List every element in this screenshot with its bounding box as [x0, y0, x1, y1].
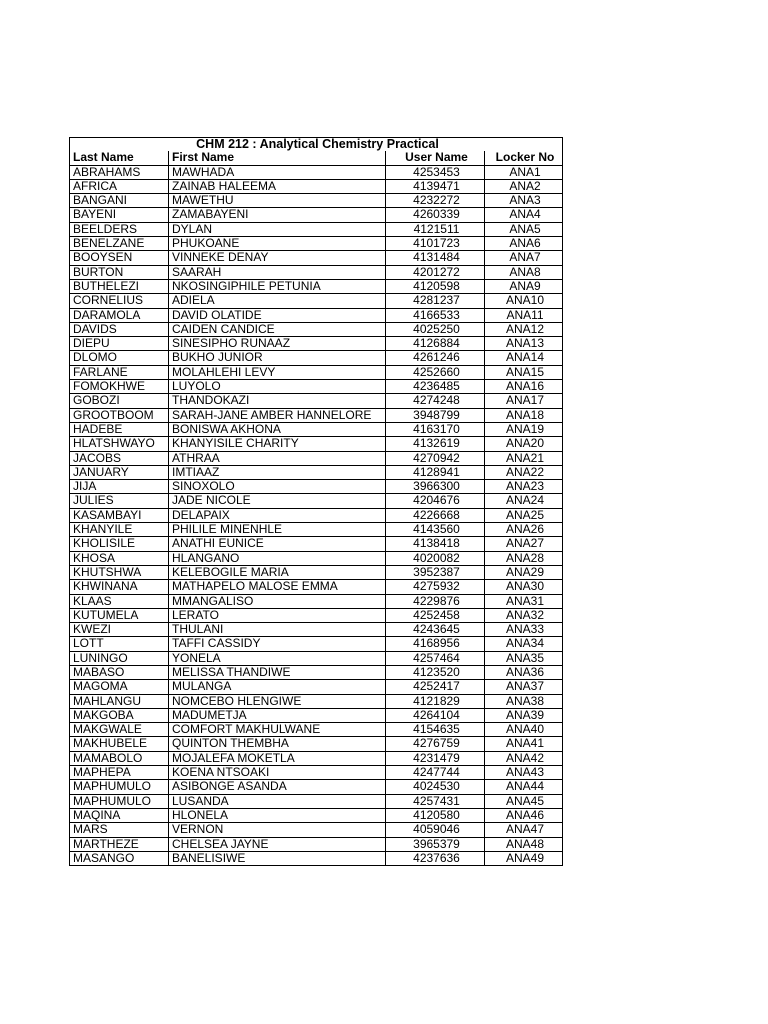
last-name-cell: DAVIDS [70, 322, 169, 336]
first-name-cell: HLANGANO [169, 551, 386, 565]
table-row [70, 780, 563, 794]
table-row [70, 565, 563, 579]
user-name-cell: 4229876 [386, 594, 485, 608]
user-name-cell: 4270942 [386, 451, 485, 465]
user-name-cell: 4168956 [386, 637, 485, 651]
last-name-cell: KHOSA [70, 551, 169, 565]
last-name-cell: KHUTSHWA [70, 565, 169, 579]
first-name-cell: DYLAN [169, 222, 386, 236]
locker-no-cell: ANA29 [485, 565, 563, 579]
first-name-cell: SARAH-JANE AMBER HANNELORE [169, 408, 386, 422]
table-row [70, 465, 563, 479]
user-name-cell: 4201272 [386, 265, 485, 279]
locker-no-cell: ANA10 [485, 294, 563, 308]
table-row [70, 708, 563, 722]
last-name-cell: AFRICA [70, 179, 169, 193]
table-row [70, 380, 563, 394]
last-name-cell: FARLANE [70, 365, 169, 379]
locker-no-cell: ANA4 [485, 208, 563, 222]
user-name-cell: 4260339 [386, 208, 485, 222]
table-row [70, 351, 563, 365]
last-name-cell: MAPHUMULO [70, 780, 169, 794]
last-name-cell: KUTUMELA [70, 608, 169, 622]
column-header-user-name: User Name [386, 151, 485, 165]
locker-no-cell: ANA39 [485, 708, 563, 722]
last-name-cell: BANGANI [70, 194, 169, 208]
table-row [70, 279, 563, 293]
table-row [70, 608, 563, 622]
table-row [70, 294, 563, 308]
table-row [70, 165, 563, 179]
locker-no-cell: ANA13 [485, 337, 563, 351]
table-row [70, 408, 563, 422]
table-row [70, 251, 563, 265]
locker-no-cell: ANA33 [485, 623, 563, 637]
locker-no-cell: ANA27 [485, 537, 563, 551]
last-name-cell: DIEPU [70, 337, 169, 351]
table-row [70, 751, 563, 765]
table-row [70, 651, 563, 665]
first-name-cell: MMANGALISO [169, 594, 386, 608]
user-name-cell: 4020082 [386, 551, 485, 565]
first-name-cell: KOENA NTSOAKI [169, 766, 386, 780]
table-row [70, 337, 563, 351]
last-name-cell: MAKGWALE [70, 723, 169, 737]
table-row [70, 723, 563, 737]
first-name-cell: TAFFI CASSIDY [169, 637, 386, 651]
last-name-cell: MARTHEZE [70, 837, 169, 851]
user-name-cell: 4253453 [386, 165, 485, 179]
table-row [70, 480, 563, 494]
first-name-cell: MADUMETJA [169, 708, 386, 722]
user-name-cell: 4123520 [386, 665, 485, 679]
first-name-cell: CAIDEN CANDICE [169, 322, 386, 336]
user-name-cell: 4143560 [386, 523, 485, 537]
last-name-cell: MAHLANGU [70, 694, 169, 708]
table-row [70, 594, 563, 608]
locker-no-cell: ANA22 [485, 465, 563, 479]
user-name-cell: 4024530 [386, 780, 485, 794]
user-name-cell: 3966300 [386, 480, 485, 494]
table-row [70, 422, 563, 436]
first-name-cell: ANATHI EUNICE [169, 537, 386, 551]
first-name-cell: ZAINAB HALEEMA [169, 179, 386, 193]
first-name-cell: IMTIAAZ [169, 465, 386, 479]
last-name-cell: MABASO [70, 665, 169, 679]
locker-no-cell: ANA17 [485, 394, 563, 408]
table-row [70, 437, 563, 451]
last-name-cell: MAPHUMULO [70, 794, 169, 808]
last-name-cell: LOTT [70, 637, 169, 651]
first-name-cell: MAWETHU [169, 194, 386, 208]
user-name-cell: 3948799 [386, 408, 485, 422]
first-name-cell: LUYOLO [169, 380, 386, 394]
last-name-cell: BENELZANE [70, 237, 169, 251]
locker-no-cell: ANA40 [485, 723, 563, 737]
class-list-table [69, 137, 563, 866]
table-row [70, 265, 563, 279]
locker-no-cell: ANA37 [485, 680, 563, 694]
locker-no-cell: ANA46 [485, 808, 563, 822]
first-name-cell: SINOXOLO [169, 480, 386, 494]
last-name-cell: CORNELIUS [70, 294, 169, 308]
table-row [70, 365, 563, 379]
first-name-cell: ADIELA [169, 294, 386, 308]
first-name-cell: BONISWA AKHONA [169, 422, 386, 436]
locker-no-cell: ANA9 [485, 279, 563, 293]
table-row [70, 794, 563, 808]
user-name-cell: 4237636 [386, 851, 485, 865]
table-row [70, 665, 563, 679]
last-name-cell: KHANYILE [70, 523, 169, 537]
table-row [70, 694, 563, 708]
locker-no-cell: ANA35 [485, 651, 563, 665]
last-name-cell: HADEBE [70, 422, 169, 436]
last-name-cell: JANUARY [70, 465, 169, 479]
user-name-cell: 4252660 [386, 365, 485, 379]
first-name-cell: MOLAHLEHI LEVY [169, 365, 386, 379]
last-name-cell: KHWINANA [70, 580, 169, 594]
locker-no-cell: ANA5 [485, 222, 563, 236]
last-name-cell: MAQINA [70, 808, 169, 822]
user-name-cell: 4163170 [386, 422, 485, 436]
first-name-cell: COMFORT MAKHULWANE [169, 723, 386, 737]
locker-no-cell: ANA28 [485, 551, 563, 565]
table-row [70, 808, 563, 822]
user-name-cell: 4243645 [386, 623, 485, 637]
user-name-cell: 4231479 [386, 751, 485, 765]
first-name-cell: ATHRAA [169, 451, 386, 465]
table-row [70, 394, 563, 408]
table-row [70, 237, 563, 251]
first-name-cell: BUKHO JUNIOR [169, 351, 386, 365]
locker-no-cell: ANA24 [485, 494, 563, 508]
first-name-cell: MULANGA [169, 680, 386, 694]
locker-no-cell: ANA31 [485, 594, 563, 608]
first-name-cell: KELEBOGILE MARIA [169, 565, 386, 579]
last-name-cell: MAMABOLO [70, 751, 169, 765]
first-name-cell: KHANYISILE CHARITY [169, 437, 386, 451]
last-name-cell: BOOYSEN [70, 251, 169, 265]
first-name-cell: MELISSA THANDIWE [169, 665, 386, 679]
sheet-title: CHM 212 : Analytical Chemistry Practical [70, 138, 563, 152]
table-row [70, 322, 563, 336]
column-header-first-name: First Name [169, 151, 386, 165]
user-name-cell: 4236485 [386, 380, 485, 394]
locker-no-cell: ANA34 [485, 637, 563, 651]
first-name-cell: NOMCEBO HLENGIWE [169, 694, 386, 708]
last-name-cell: JIJA [70, 480, 169, 494]
locker-no-cell: ANA12 [485, 322, 563, 336]
table-row [70, 537, 563, 551]
user-name-cell: 4252458 [386, 608, 485, 622]
table-row [70, 222, 563, 236]
locker-no-cell: ANA45 [485, 794, 563, 808]
user-name-cell: 4101723 [386, 237, 485, 251]
last-name-cell: KLAAS [70, 594, 169, 608]
user-name-cell: 4281237 [386, 294, 485, 308]
first-name-cell: SAARAH [169, 265, 386, 279]
locker-no-cell: ANA15 [485, 365, 563, 379]
last-name-cell: MASANGO [70, 851, 169, 865]
locker-no-cell: ANA43 [485, 766, 563, 780]
first-name-cell: MATHAPELO MALOSE EMMA [169, 580, 386, 594]
first-name-cell: LUSANDA [169, 794, 386, 808]
user-name-cell: 4274248 [386, 394, 485, 408]
user-name-cell: 4139471 [386, 179, 485, 193]
locker-no-cell: ANA26 [485, 523, 563, 537]
first-name-cell: DELAPAIX [169, 508, 386, 522]
user-name-cell: 4131484 [386, 251, 485, 265]
first-name-cell: PHUKOANE [169, 237, 386, 251]
locker-no-cell: ANA1 [485, 165, 563, 179]
table-row [70, 208, 563, 222]
first-name-cell: CHELSEA JAYNE [169, 837, 386, 851]
last-name-cell: BEELDERS [70, 222, 169, 236]
last-name-cell: BAYENI [70, 208, 169, 222]
last-name-cell: JACOBS [70, 451, 169, 465]
user-name-cell: 4120598 [386, 279, 485, 293]
table-row [70, 766, 563, 780]
locker-no-cell: ANA21 [485, 451, 563, 465]
locker-no-cell: ANA14 [485, 351, 563, 365]
first-name-cell: DAVID OLATIDE [169, 308, 386, 322]
last-name-cell: DARAMOLA [70, 308, 169, 322]
table-row [70, 637, 563, 651]
user-name-cell: 4126884 [386, 337, 485, 351]
first-name-cell: ZAMABAYENI [169, 208, 386, 222]
last-name-cell: DLOMO [70, 351, 169, 365]
table-row [70, 494, 563, 508]
user-name-cell: 4204676 [386, 494, 485, 508]
last-name-cell: MAPHEPA [70, 766, 169, 780]
column-header-locker-no: Locker No [485, 151, 563, 165]
user-name-cell: 4261246 [386, 351, 485, 365]
last-name-cell: MAKHUBELE [70, 737, 169, 751]
user-name-cell: 4138418 [386, 537, 485, 551]
locker-no-cell: ANA20 [485, 437, 563, 451]
user-name-cell: 4264104 [386, 708, 485, 722]
locker-no-cell: ANA8 [485, 265, 563, 279]
first-name-cell: THANDOKAZI [169, 394, 386, 408]
table-row [70, 737, 563, 751]
first-name-cell: HLONELA [169, 808, 386, 822]
user-name-cell: 4257464 [386, 651, 485, 665]
last-name-cell: KHOLISILE [70, 537, 169, 551]
locker-no-cell: ANA6 [485, 237, 563, 251]
user-name-cell: 4166533 [386, 308, 485, 322]
header-row [70, 151, 563, 165]
locker-no-cell: ANA23 [485, 480, 563, 494]
last-name-cell: MARS [70, 823, 169, 837]
user-name-cell: 4275932 [386, 580, 485, 594]
user-name-cell: 4128941 [386, 465, 485, 479]
locker-no-cell: ANA7 [485, 251, 563, 265]
table-row [70, 308, 563, 322]
locker-no-cell: ANA11 [485, 308, 563, 322]
table-row [70, 551, 563, 565]
user-name-cell: 4257431 [386, 794, 485, 808]
locker-no-cell: ANA18 [485, 408, 563, 422]
first-name-cell: PHILILE MINENHLE [169, 523, 386, 537]
table-row [70, 623, 563, 637]
locker-no-cell: ANA16 [485, 380, 563, 394]
user-name-cell: 4132619 [386, 437, 485, 451]
first-name-cell: MOJALEFA MOKETLA [169, 751, 386, 765]
table-row [70, 823, 563, 837]
last-name-cell: KASAMBAYI [70, 508, 169, 522]
locker-no-cell: ANA49 [485, 851, 563, 865]
last-name-cell: FOMOKHWE [70, 380, 169, 394]
table-row [70, 580, 563, 594]
last-name-cell: MAGOMA [70, 680, 169, 694]
first-name-cell: MAWHADA [169, 165, 386, 179]
table-row [70, 194, 563, 208]
first-name-cell: YONELA [169, 651, 386, 665]
last-name-cell: JULIES [70, 494, 169, 508]
last-name-cell: GOBOZI [70, 394, 169, 408]
first-name-cell: VERNON [169, 823, 386, 837]
table-row [70, 508, 563, 522]
last-name-cell: GROOTBOOM [70, 408, 169, 422]
locker-no-cell: ANA19 [485, 422, 563, 436]
table-row [70, 523, 563, 537]
last-name-cell: BUTHELEZI [70, 279, 169, 293]
last-name-cell: ABRAHAMS [70, 165, 169, 179]
last-name-cell: HLATSHWAYO [70, 437, 169, 451]
locker-no-cell: ANA36 [485, 665, 563, 679]
user-name-cell: 4232272 [386, 194, 485, 208]
table-row [70, 851, 563, 865]
user-name-cell: 4120580 [386, 808, 485, 822]
user-name-cell: 3952387 [386, 565, 485, 579]
table-row [70, 837, 563, 851]
locker-no-cell: ANA3 [485, 194, 563, 208]
first-name-cell: QUINTON THEMBHA [169, 737, 386, 751]
user-name-cell: 4226668 [386, 508, 485, 522]
user-name-cell: 4154635 [386, 723, 485, 737]
locker-no-cell: ANA48 [485, 837, 563, 851]
last-name-cell: KWEZI [70, 623, 169, 637]
locker-no-cell: ANA30 [485, 580, 563, 594]
first-name-cell: JADE NICOLE [169, 494, 386, 508]
locker-no-cell: ANA41 [485, 737, 563, 751]
locker-no-cell: ANA42 [485, 751, 563, 765]
first-name-cell: LERATO [169, 608, 386, 622]
user-name-cell: 4025250 [386, 322, 485, 336]
table-row [70, 179, 563, 193]
locker-no-cell: ANA2 [485, 179, 563, 193]
locker-no-cell: ANA44 [485, 780, 563, 794]
title-row [70, 138, 563, 152]
user-name-cell: 4247744 [386, 766, 485, 780]
column-header-last-name: Last Name [70, 151, 169, 165]
first-name-cell: THULANI [169, 623, 386, 637]
first-name-cell: ASIBONGE ASANDA [169, 780, 386, 794]
table-row [70, 680, 563, 694]
first-name-cell: NKOSINGIPHILE PETUNIA [169, 279, 386, 293]
first-name-cell: BANELISIWE [169, 851, 386, 865]
user-name-cell: 4252417 [386, 680, 485, 694]
first-name-cell: VINNEKE DENAY [169, 251, 386, 265]
locker-no-cell: ANA32 [485, 608, 563, 622]
table-row [70, 451, 563, 465]
last-name-cell: LUNINGO [70, 651, 169, 665]
last-name-cell: BURTON [70, 265, 169, 279]
user-name-cell: 4059046 [386, 823, 485, 837]
locker-no-cell: ANA25 [485, 508, 563, 522]
first-name-cell: SINESIPHO RUNAAZ [169, 337, 386, 351]
user-name-cell: 4121829 [386, 694, 485, 708]
user-name-cell: 4276759 [386, 737, 485, 751]
user-name-cell: 4121511 [386, 222, 485, 236]
last-name-cell: MAKGOBA [70, 708, 169, 722]
locker-no-cell: ANA38 [485, 694, 563, 708]
user-name-cell: 3965379 [386, 837, 485, 851]
locker-no-cell: ANA47 [485, 823, 563, 837]
